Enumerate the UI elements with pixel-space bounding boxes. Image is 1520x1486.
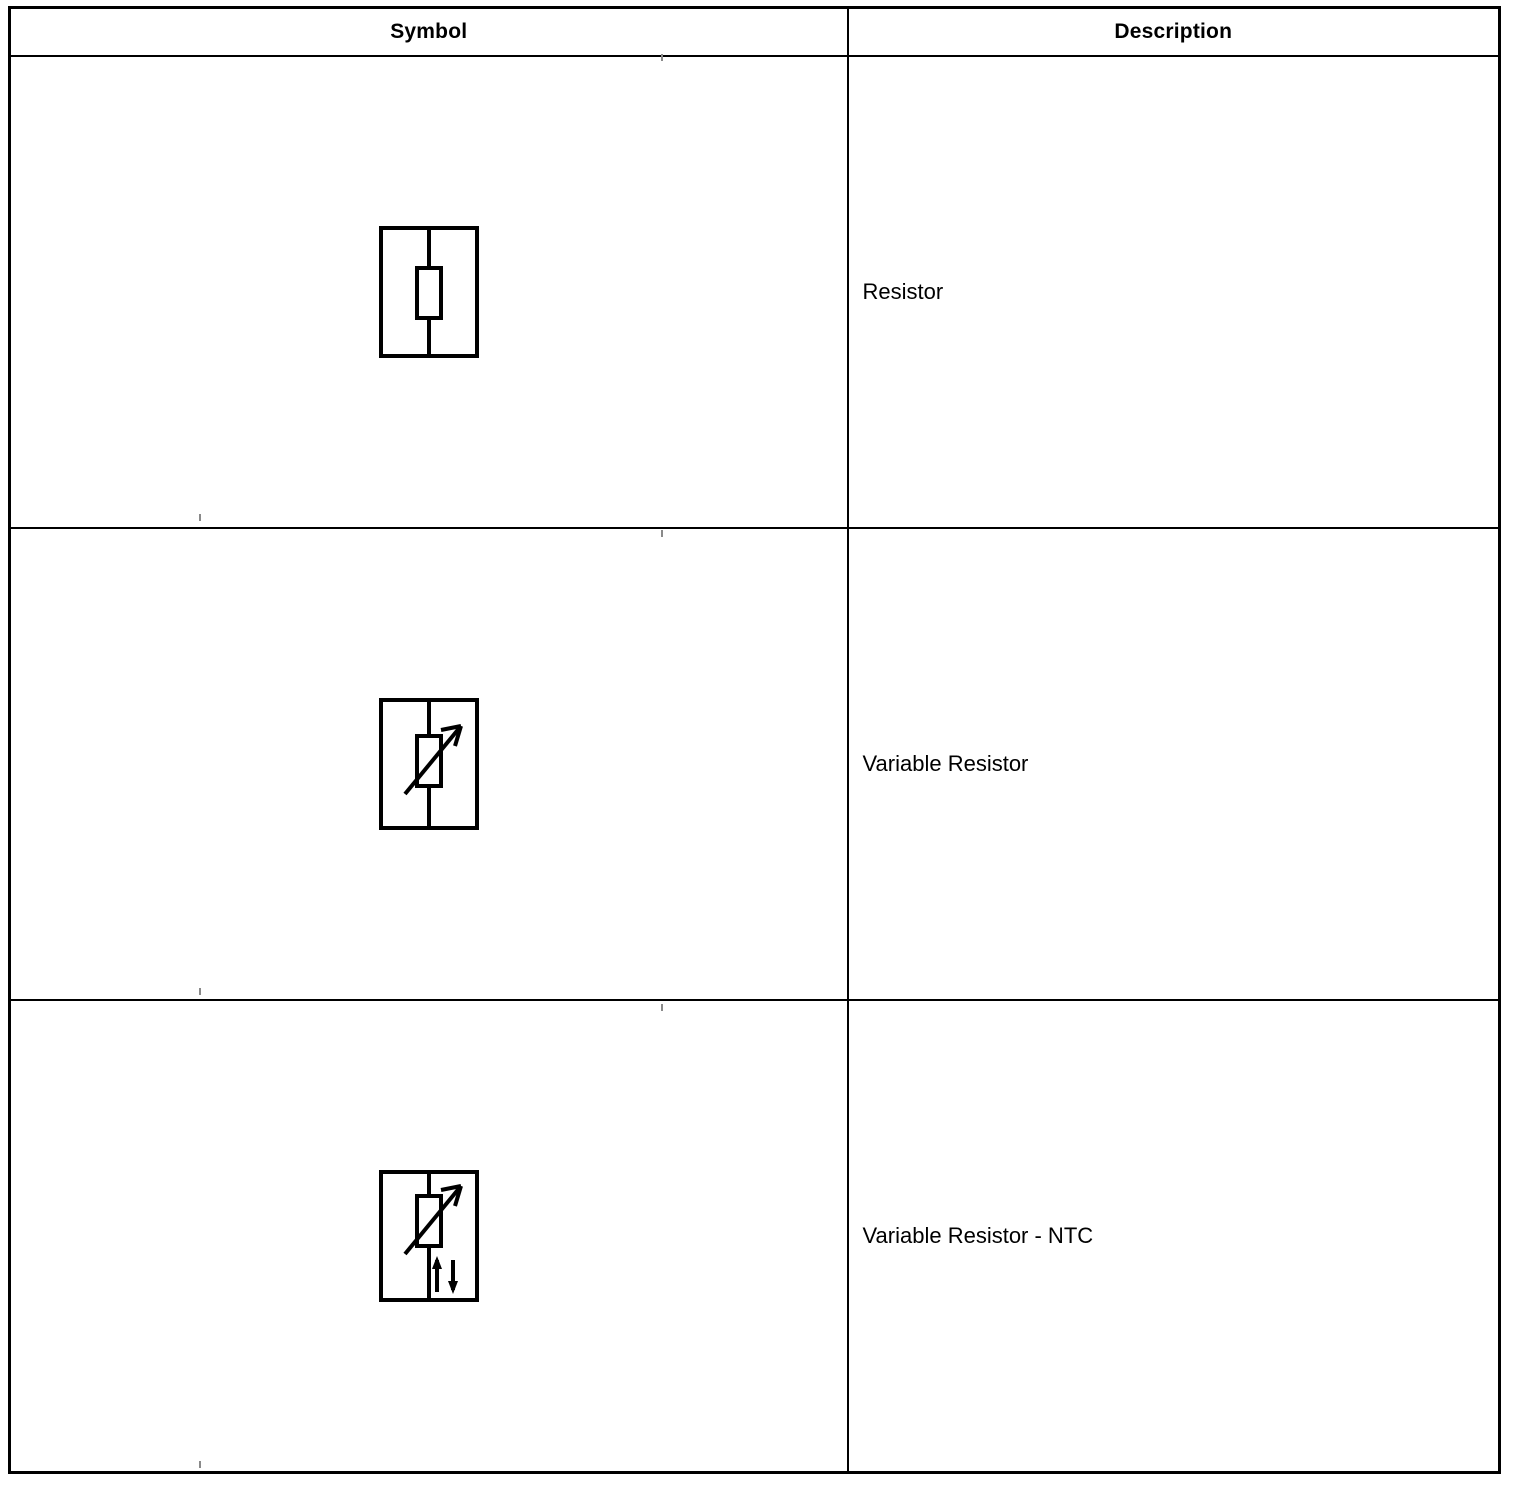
scan-tick-mark xyxy=(661,530,663,537)
variable-resistor-ntc-icon xyxy=(369,1156,489,1316)
symbol-cell-resistor xyxy=(10,56,848,528)
scan-tick-mark xyxy=(199,1461,201,1468)
table-header-row xyxy=(10,8,1500,57)
column-header-description: Description xyxy=(848,8,1500,57)
description-cell-variable-resistor: Variable Resistor xyxy=(848,528,1500,1000)
column-header-symbol: Symbol xyxy=(10,8,848,57)
description-cell-variable-resistor-ntc: Variable Resistor - NTC xyxy=(848,1000,1500,1473)
scan-tick-mark xyxy=(661,1004,663,1011)
variable-resistor-ntc-symbol xyxy=(11,1001,847,1471)
symbol-cell-variable-resistor-ntc xyxy=(10,1000,848,1473)
table-row xyxy=(10,528,1500,1000)
variable-resistor-icon xyxy=(369,684,489,844)
table-row xyxy=(10,56,1500,528)
resistor-symbol xyxy=(11,57,847,527)
resistor-icon xyxy=(369,212,489,372)
symbol-cell-variable-resistor xyxy=(10,528,848,1000)
scan-tick-mark xyxy=(199,514,201,521)
document-page xyxy=(0,6,1520,1486)
scan-tick-mark xyxy=(199,988,201,995)
table-row xyxy=(10,1000,1500,1473)
variable-resistor-symbol xyxy=(11,529,847,999)
symbol-description-table xyxy=(8,6,1501,1474)
description-cell-resistor: Resistor xyxy=(848,56,1500,528)
scan-tick-mark xyxy=(661,54,663,61)
